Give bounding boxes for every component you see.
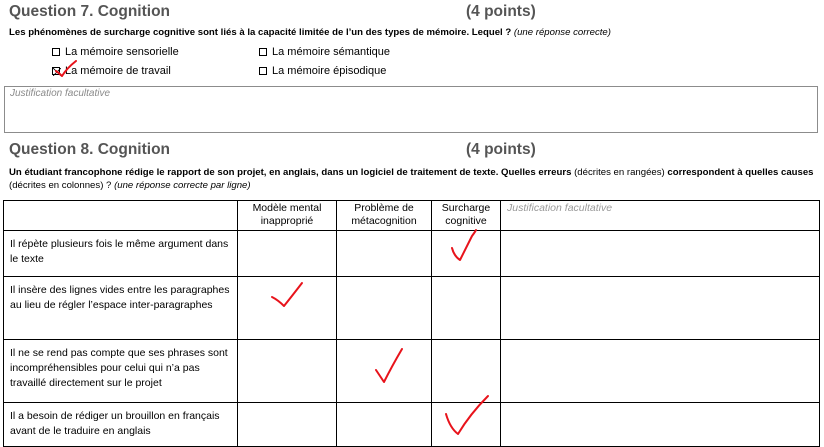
q7-option-1-checkbox[interactable] bbox=[52, 48, 60, 56]
row-label: Il insère des lignes vides entre les paragraphes au lieu de régler l’espace inter-paragraphes bbox=[4, 277, 238, 340]
table-row bbox=[4, 277, 820, 340]
q8-prompt-bold-1: Un étudiant francophone rédige le rapport de son projet, en anglais, dans un logiciel de traitement de texte. Quelles erreurs bbox=[9, 167, 572, 178]
handwritten-checkmark-icon bbox=[53, 60, 79, 78]
column-header-mental-model: Modèle mental inapproprié bbox=[238, 201, 337, 231]
q7-option-3-label: La mémoire de travail bbox=[65, 65, 171, 77]
column-header-metacognition: Problème de métacognition bbox=[337, 201, 432, 231]
q8-prompt-bold-2: correspondent à quelles causes bbox=[667, 167, 814, 178]
justification-cell[interactable] bbox=[501, 403, 820, 447]
handwritten-checkmark-icon bbox=[440, 392, 492, 438]
table-row bbox=[4, 231, 820, 277]
justification-cell[interactable] bbox=[501, 340, 820, 403]
q7-option-4-label: La mémoire épisodique bbox=[272, 65, 387, 77]
q7-option-1-label: La mémoire sensorielle bbox=[65, 46, 179, 58]
justification-cell[interactable] bbox=[501, 277, 820, 340]
row-label: Il répète plusieurs fois le même argument dans le texte bbox=[4, 231, 238, 277]
q7-justification-field[interactable] bbox=[4, 86, 818, 133]
q7-title: Question 7. Cognition bbox=[9, 3, 171, 20]
answer-cell[interactable] bbox=[432, 277, 501, 340]
q7-option-2-label: La mémoire sémantique bbox=[272, 46, 391, 58]
q7-option-2[interactable] bbox=[259, 45, 390, 59]
row-label: Il a besoin de rédiger un brouillon en français avant de le traduire en anglais bbox=[4, 403, 238, 447]
handwritten-checkmark-icon bbox=[268, 280, 308, 312]
q7-prompt bbox=[9, 26, 611, 39]
table-row bbox=[4, 403, 820, 447]
q8-title: Question 8. Cognition bbox=[9, 141, 171, 158]
q8-answer-grid bbox=[3, 200, 820, 447]
column-header-cognitive-overload: Surcharge cognitive bbox=[432, 201, 501, 231]
grid-header-row bbox=[4, 201, 820, 231]
q7-option-4[interactable] bbox=[259, 64, 386, 78]
answer-cell[interactable] bbox=[337, 403, 432, 447]
q7-option-1[interactable] bbox=[52, 45, 179, 59]
table-row bbox=[4, 340, 820, 403]
q7-prompt-bold: Les phénomènes de surcharge cognitive sont liés à la capacité limitée de l’un des types de mémoire. Lequel ? bbox=[9, 27, 512, 38]
q8-points: (4 points) bbox=[466, 141, 536, 158]
column-header-justification: Justification facultative bbox=[501, 201, 820, 231]
grid-corner-cell bbox=[4, 201, 238, 231]
row-label: Il ne se rend pas compte que ses phrases sont incompréhensibles pour celui qui n’a pas travaillé directement sur le projet bbox=[4, 340, 238, 403]
q7-prompt-italic: (une réponse correcte) bbox=[513, 27, 611, 38]
answer-cell[interactable] bbox=[337, 231, 432, 277]
answer-cell[interactable] bbox=[238, 340, 337, 403]
q7-option-4-checkbox[interactable] bbox=[259, 67, 267, 75]
answer-cell[interactable] bbox=[238, 403, 337, 447]
q8-prompt bbox=[9, 166, 814, 192]
q8-prompt-normal-2: (décrites en colonnes) ? bbox=[9, 180, 112, 191]
q8-prompt-normal-1: (décrites en rangées) bbox=[574, 167, 665, 178]
handwritten-checkmark-icon bbox=[446, 226, 482, 264]
handwritten-checkmark-icon bbox=[372, 346, 408, 386]
q7-justification-placeholder: Justification facultative bbox=[10, 88, 111, 99]
justification-cell[interactable] bbox=[501, 231, 820, 277]
q8-prompt-italic: (une réponse correcte par ligne) bbox=[114, 180, 251, 191]
answer-cell[interactable] bbox=[337, 277, 432, 340]
q7-option-2-checkbox[interactable] bbox=[259, 48, 267, 56]
answer-cell[interactable] bbox=[238, 231, 337, 277]
q7-points: (4 points) bbox=[466, 3, 536, 20]
